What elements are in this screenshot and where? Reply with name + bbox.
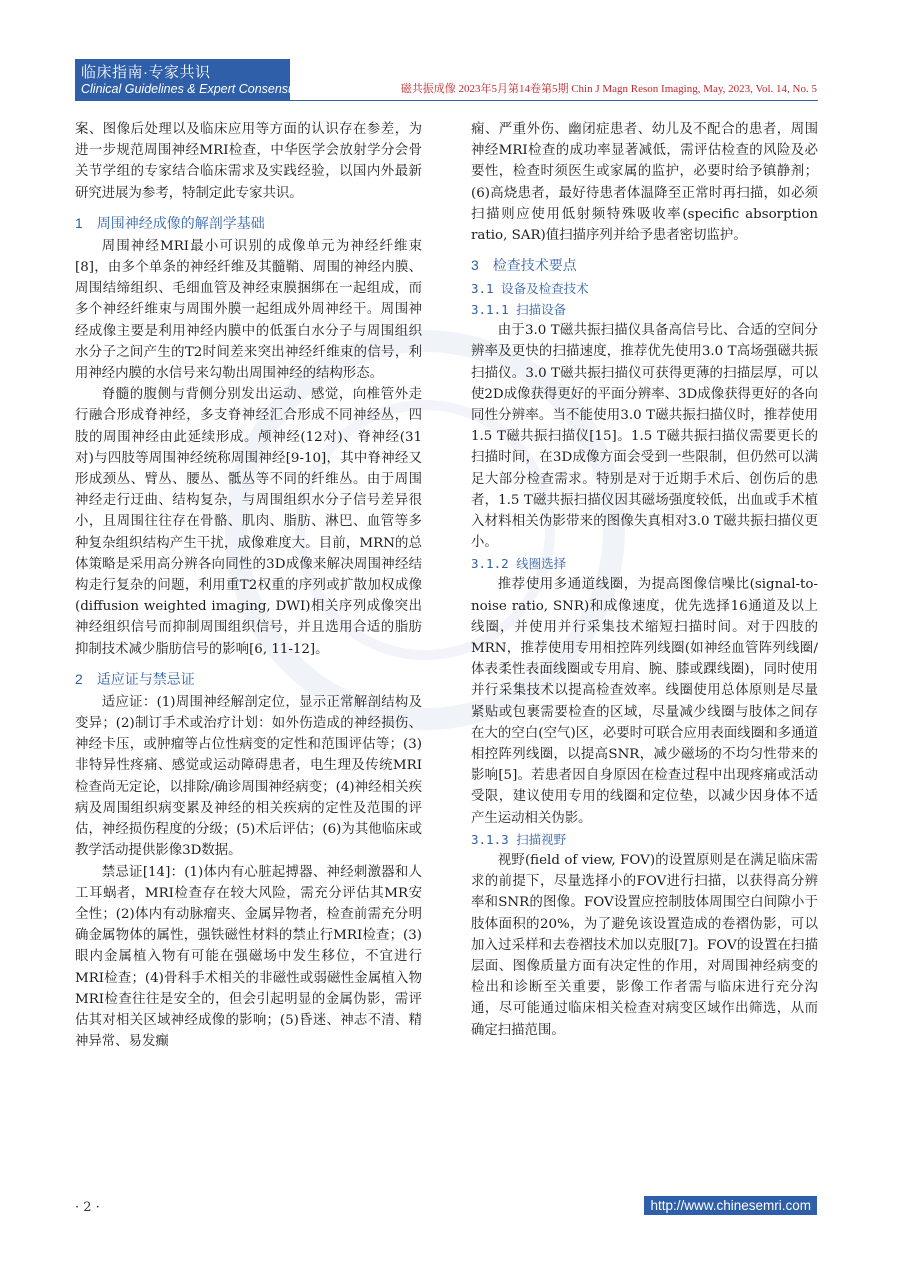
subsection-heading: 3.1.2 线圈选择 bbox=[471, 556, 567, 572]
section-header-box bbox=[75, 59, 295, 101]
paragraph: 适应证：(1)周围神经解剖定位，显示正常解剖结构及变异；(2)制订手术或治疗计划：如外伤造成的神经损伤、神经卡压，或肿瘤等占位性病变的定性和范围评估等；(3)非特异性疼痛、感觉或运动障碍患者，电生理及传统MRI检查尚无定论，以排除/确诊周围神经病变；(4)神经相关疾病及周围组织病变累及神经的相关疾病的定性及范围的评估，神经损伤程度的分级；(5)术后评估；(6)为其他临床或教学活动提供影像3D数据。 bbox=[75, 694, 422, 859]
journal-info: 磁共振成像 2023年5月第14卷第5期 Chin J Magn Reson Imaging, May, 2023, Vol. 14, No. 5 bbox=[400, 83, 817, 95]
subsection-heading: 3.1.1 扫描设备 bbox=[471, 302, 567, 318]
section-heading: 1 周围神经成像的解剖学基础 bbox=[75, 214, 265, 231]
paragraph: 禁忌证[14]：(1)体内有心脏起搏器、神经刺激器和人工耳蜗者，MRI检查存在较大风险，需充分评估其MR安全性；(2)体内有动脉瘤夹、金属异物者，检查前需充分明确金属物体的属性，强铁磁性材料的禁止行MRI检查；(3)眼内金属植入物有可能在强磁场中发生移位，不宜进行MRI检查；(4)骨科手术相关的非磁性或弱磁性金属植入物MRI检查往往是安全的，但会引起明显的金属伪影，需评估其对相关区域神经成像的影响；(5)昏迷、神志不清、精神异常、易发癫 bbox=[75, 864, 422, 1050]
left-column bbox=[75, 119, 422, 1052]
paragraph: 脊髓的腹侧与背侧分别发出运动、感觉，向椎管外走行融合形成脊神经，多支脊神经汇合形成不同神经丛，四肢的周围神经由此延续形成。颅神经(12对)、脊神经(31对)与四肢等周围神经统称周围神经[9-10]，其中脊神经又形成颈丛、臂丛、腰丛、骶丛等不同的纤维丛。由于周围神经走行迂曲、结构复杂，与周围组织水分子信号差异很小，且周围往往存在骨骼、肌肉、脂肪、淋巴、血管等多种复杂组织结构产生干扰，成像难度大。目前，MRN的总体策略是采用高分辨各向同性的3D成像来解决周围神经结构走行复杂的问题，利用重T2权重的序列或扩散加权成像(diffusion weighted imaging, DWI)相关序列成像突出神经组织信号而抑制周围组织信号，并且选用合适的脂肪抑制技术减少脂肪信号的影响[6, 11-12]。 bbox=[75, 387, 422, 657]
subsection-heading: 3.1 设备及检查技术 bbox=[471, 281, 589, 297]
header-rule bbox=[75, 100, 818, 101]
journal-url-link[interactable]: http://www.chinesemri.com bbox=[644, 1196, 817, 1215]
subsection-heading: 3.1.3 扫描视野 bbox=[471, 831, 567, 847]
section-subtitle: Clinical Guidelines & Expert Consensu bbox=[81, 82, 295, 96]
paragraph: 推荐使用多通道线圈，为提高图像信噪比(signal-to-noise ratio, SNR)和成像速度，优先选择16通道及以上线圈，并使用并行采集技术缩短扫描时间。对于四肢的MRN，推荐使用专用相控阵列线圈(如神经血管阵列线圈/体表柔性表面线圈或专用肩、腕、膝或踝线圈)，同时使用并行采集技术以提高检查效率。线圈使用总体原则是尽量紧贴或包裹需要检查的区域，尽量减少线圈与肢体之间存在大的空白(空气)区，必要时可联合应用表面线圈和多通道相控阵列线圈，以提高SNR，减少磁场的不均匀性带来的影响[5]。若患者因自身原因在检查过程中出现疼痛或活动受限，建议使用专用的线圈和定位垫，以减少因身体不适产生运动相关伪影。 bbox=[471, 577, 818, 826]
paragraph: 案、图像后处理以及临床应用等方面的认识存在参差，为进一步规范周围神经MRI检查，中华医学会放射学分会骨关节学组的专家结合临床需求及实践经验，以国内外最新研究进展为参考，特制定此专家共识。 bbox=[75, 122, 422, 201]
section-heading: 2 适应证与禁忌证 bbox=[75, 670, 195, 687]
paragraph: 痫、严重外伤、幽闭症患者、幼儿及不配合的患者，周围神经MRI检查的成功率显著减低，需评估检查的风险及必要性，检查时须医生或家属的监护，必要时给予镇静剂；(6)高烧患者，最好待患者体温降至正常时再扫描，如必须扫描则应使用低射频特殊吸收率(specific absorption ratio, SAR)值扫描序列并给予患者密切监护。 bbox=[471, 122, 818, 244]
section-title: 临床指南·专家共识 bbox=[81, 64, 211, 81]
paragraph: 视野(field of view, FOV)的设置原则是在满足临床需求的前提下，尽量选择小的FOV进行扫描，以获得高分辨率和SNR的图像。FOV设置应控制肢体周围空白间隙小于肢体面积的20%，为了避免该设置造成的卷褶伪影，可以加入过采样和去卷褶技术加以克服[7]。FOV的设置在扫描层面、图像质量方面有决定性的作用，对周围神经病变的检出和诊断至关重要，影像工作者需与临床进行充分沟通，尽可能通过临床相关检查对病变区域作出筛选，从而确定扫描范围。 bbox=[471, 852, 818, 1038]
right-column bbox=[471, 119, 818, 1041]
section-heading: 3 检查技术要点 bbox=[471, 257, 577, 274]
paragraph: 周围神经MRI最小可识别的成像单元为神经纤维束[8]，由多个单条的神经纤维及其髓鞘、周围的神经内膜、周围结缔组织、毛细血管及神经束膜捆绑在一起组成，而多个神经纤维束与周围外膜一起组成外周神经干。周围神经成像主要是利用神经内膜中的低蛋白水分子与周围组织水分子之间产生的T2时间差来突出神经纤维束的信号，利用神经内膜的水信号来勾勒出周围神经的结构形态。 bbox=[75, 238, 422, 382]
page-number: · 2 · bbox=[75, 1200, 100, 1215]
paragraph: 由于3.0 T磁共振扫描仪具备高信号比、合适的空间分辨率及更快的扫描速度，推荐优先使用3.0 T高场强磁共振扫描仪。3.0 T磁共振扫描仪可获得更薄的扫描层厚，可以使2D成像获得更好的平面分辨率、3D成像获得更好的各向同性分辨率。当不能使用3.0 T磁共振扫描仪时，推荐使用1.5 T磁共振扫描仪[15]。1.5 T磁共振扫描仪需要更长的扫描时间，在3D成像方面会受到一些限制，但仍然可以满足大部分检查需求。特别是对于近期手术后、创伤后的患者，1.5 T磁共振扫描仪因其磁场强度较低，出血或手术植入材料相关伪影带来的图像失真相对3.0 T磁共振扫描仪更小。 bbox=[471, 323, 818, 551]
